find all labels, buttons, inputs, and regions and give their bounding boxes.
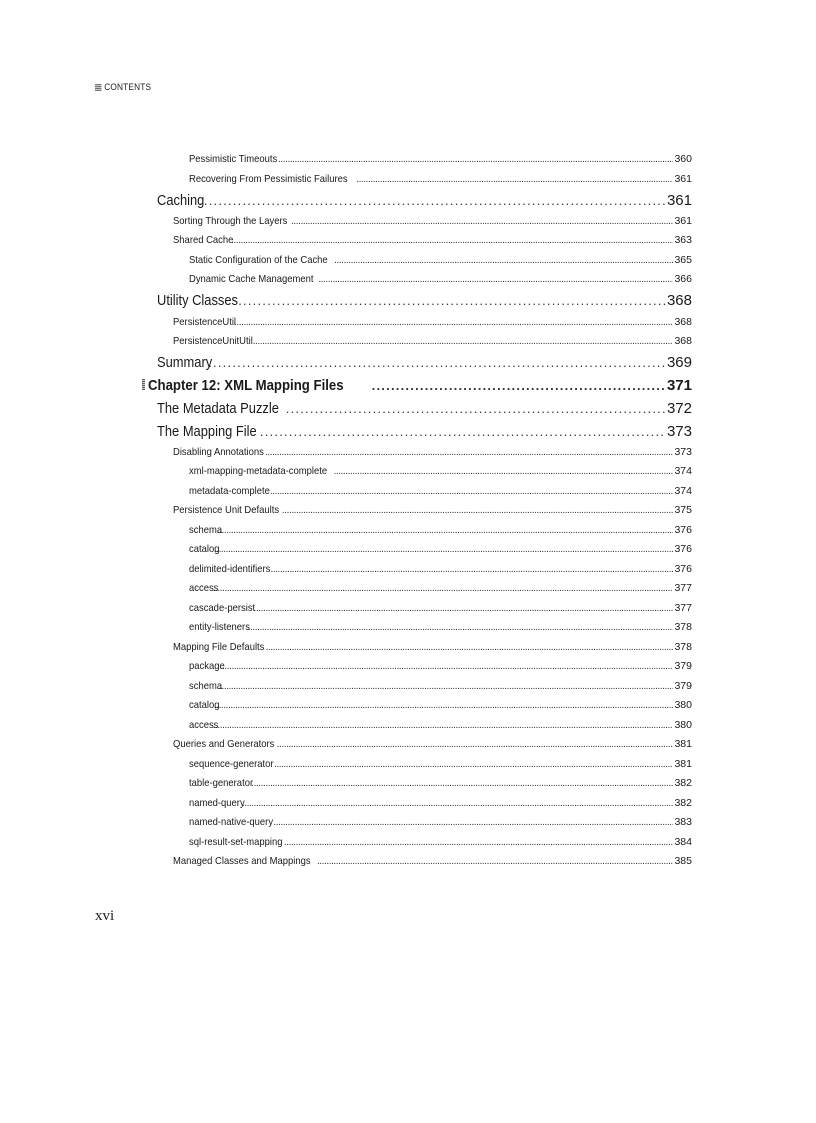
toc-entry-page: 368: [666, 292, 692, 309]
toc-entry-page: 373: [674, 446, 692, 458]
section-marker-icon: [95, 84, 101, 91]
dot-leader: [274, 759, 673, 770]
toc-entry-page: 378: [674, 621, 692, 633]
dot-leader: [333, 466, 673, 477]
toc-entry-page: 382: [674, 797, 692, 809]
dot-leader: [284, 837, 674, 848]
toc-entry-page: 376: [674, 524, 692, 536]
toc-entry-title: delimited-identifiers: [189, 563, 271, 575]
toc-entry: [189, 543, 692, 559]
toc-entry-title: Dynamic Cache Management: [189, 273, 314, 285]
dot-leader: [213, 720, 674, 731]
toc-entry-title: Shared Cache: [173, 234, 234, 246]
toc-entry-title: metadata-complete: [189, 485, 270, 497]
toc-entry-title: Persistence Unit Defaults: [173, 504, 280, 516]
toc-entry-page: 361: [674, 173, 692, 185]
dot-leader: [234, 317, 673, 328]
toc-entry: [157, 354, 692, 374]
toc-entry-title: Summary: [157, 354, 213, 371]
toc-entry-page: 379: [674, 680, 692, 692]
toc-entry-page: 384: [674, 836, 692, 848]
dot-leader: [217, 525, 674, 536]
dot-leader: [248, 622, 674, 633]
dot-leader: [217, 681, 674, 692]
toc-entry-title: Mapping File Defaults: [173, 641, 265, 653]
dot-leader: [254, 603, 674, 614]
toc-entry-page: 375: [674, 504, 692, 516]
toc-entry-page: 378: [674, 641, 692, 653]
toc-entry-title: Recovering From Pessimistic Failures: [189, 173, 348, 185]
toc-entry-title: schema: [189, 524, 223, 536]
toc-entry-title: named-query: [189, 797, 245, 809]
toc-entry-page: 363: [674, 234, 692, 246]
dot-leader: [317, 856, 674, 867]
toc-entry-title: The Mapping File: [157, 423, 257, 440]
dot-leader: [286, 401, 666, 416]
toc-entry-page: 381: [674, 738, 692, 750]
toc-entry-title: Disabling Annotations: [173, 446, 264, 458]
dot-leader: [291, 216, 673, 227]
toc-entry: [173, 234, 692, 250]
toc-entry-page: 372: [666, 400, 692, 417]
dot-leader: [238, 293, 666, 308]
toc-entry: [189, 602, 692, 618]
toc-entry: [189, 680, 692, 696]
toc-entry-title: access: [189, 582, 219, 594]
toc-entry: [189, 465, 692, 481]
toc-entry: [173, 335, 692, 351]
toc-entry: [189, 485, 692, 501]
toc-entry: [189, 777, 692, 793]
dot-leader: [334, 255, 673, 266]
toc-entry-title: catalog: [189, 699, 220, 711]
toc-entry-title: PersistenceUnitUtil: [173, 335, 253, 347]
toc-entry-title: Queries and Generators: [173, 738, 275, 750]
toc-entry-title: Caching: [157, 192, 205, 209]
toc-entry-title: schema: [189, 680, 223, 692]
dot-leader: [242, 798, 674, 809]
page-number: xvi: [95, 908, 115, 924]
toc-entry: [189, 582, 692, 598]
toc-entry-page: 360: [674, 153, 692, 165]
dot-leader: [260, 424, 666, 439]
dot-leader: [265, 447, 673, 458]
dot-leader: [270, 564, 673, 575]
toc-entry-title: sequence-generator: [189, 758, 274, 770]
toc-entry: [173, 215, 692, 231]
toc-chapter-entry: [142, 377, 692, 397]
toc-entry-page: 368: [674, 316, 692, 328]
toc-entry-page: 371: [666, 377, 692, 394]
toc-entry-page: 361: [666, 192, 692, 209]
toc-entry-page: 374: [674, 465, 692, 477]
toc-entry: [189, 153, 692, 169]
running-head: [95, 82, 151, 92]
toc-entry-title: package: [189, 660, 225, 672]
toc-entry-page: 365: [674, 254, 692, 266]
toc-entry-title: Static Configuration of the Cache: [189, 254, 328, 266]
toc-entry-page: 373: [666, 423, 692, 440]
dot-leader: [372, 378, 666, 393]
toc-entry: [189, 816, 692, 832]
toc-entry: [157, 423, 692, 443]
toc-entry-page: 376: [674, 543, 692, 555]
toc-entry: [157, 292, 692, 312]
toc-entry: [189, 621, 692, 637]
dot-leader: [278, 154, 673, 165]
toc-entry: [189, 254, 692, 270]
dot-leader: [277, 739, 674, 750]
toc-entry: [189, 563, 692, 579]
dot-leader: [208, 355, 666, 370]
dot-leader: [214, 544, 674, 555]
dot-leader: [273, 817, 673, 828]
toc-entry-title: xml-mapping-metadata-complete: [189, 465, 328, 477]
chapter-marker-icon: [142, 379, 145, 390]
toc-entry-page: 379: [674, 660, 692, 672]
toc-entry-title: named-native-query: [189, 816, 274, 828]
toc-entry-title: Sorting Through the Layers: [173, 215, 288, 227]
toc-entry-title: Pessimistic Timeouts: [189, 153, 278, 165]
dot-leader: [199, 193, 666, 208]
toc-entry: [189, 273, 692, 289]
toc-entry-title: PersistenceUtil: [173, 316, 237, 328]
toc-entry: [189, 699, 692, 715]
toc-entry: [189, 524, 692, 540]
toc-entry: [173, 641, 692, 657]
toc-entry-page: 380: [674, 699, 692, 711]
toc-entry-title: Utility Classes: [157, 292, 239, 309]
dot-leader: [213, 583, 674, 594]
dot-leader: [318, 274, 673, 285]
toc-entry: [173, 855, 692, 871]
toc-entry-title: Chapter 12: XML Mapping Files: [148, 377, 344, 394]
toc-entry: [189, 758, 692, 774]
toc-entry: [189, 660, 692, 676]
toc-entry-title: The Metadata Puzzle: [157, 400, 279, 417]
toc-entry: [157, 192, 692, 212]
toc-entry-page: 368: [674, 335, 692, 347]
toc-entry: [189, 719, 692, 735]
dot-leader: [270, 486, 674, 497]
dot-leader: [231, 235, 673, 246]
toc-entry-title: Managed Classes and Mappings: [173, 855, 311, 867]
toc-entry: [157, 400, 692, 420]
toc-entry-page: 383: [674, 816, 692, 828]
toc-entry-title: entity-listeners: [189, 621, 250, 633]
toc-entry-page: 369: [666, 354, 692, 371]
toc-entry: [189, 173, 692, 189]
toc-entry-page: 385: [674, 855, 692, 867]
toc-entry-title: access: [189, 719, 219, 731]
toc-entry: [189, 797, 692, 813]
toc-entry: [173, 504, 692, 520]
dot-leader: [220, 661, 674, 672]
toc-entry-page: 382: [674, 777, 692, 789]
toc-entry-page: 374: [674, 485, 692, 497]
toc-entry: [173, 738, 692, 754]
toc-entry-page: 361: [674, 215, 692, 227]
toc-entry: [173, 446, 692, 462]
toc-entry-page: 377: [674, 582, 692, 594]
dot-leader: [356, 174, 673, 185]
toc-entry-title: table-generator: [189, 777, 254, 789]
dot-leader: [214, 700, 674, 711]
dot-leader: [282, 505, 674, 516]
toc-entry-page: 377: [674, 602, 692, 614]
toc-entry-title: catalog: [189, 543, 220, 555]
dot-leader: [251, 778, 673, 789]
toc-entry-page: 381: [674, 758, 692, 770]
toc-entry: [189, 836, 692, 852]
toc-entry-page: 366: [674, 273, 692, 285]
toc-entry-page: 380: [674, 719, 692, 731]
toc-entry-page: 376: [674, 563, 692, 575]
running-head-label: CONTENTS: [104, 82, 152, 92]
toc-entry-title: cascade-persist: [189, 602, 256, 614]
toc-entry: [173, 316, 692, 332]
dot-leader: [253, 336, 674, 347]
toc-entry-title: sql-result-set-mapping: [189, 836, 283, 848]
dot-leader: [266, 642, 674, 653]
